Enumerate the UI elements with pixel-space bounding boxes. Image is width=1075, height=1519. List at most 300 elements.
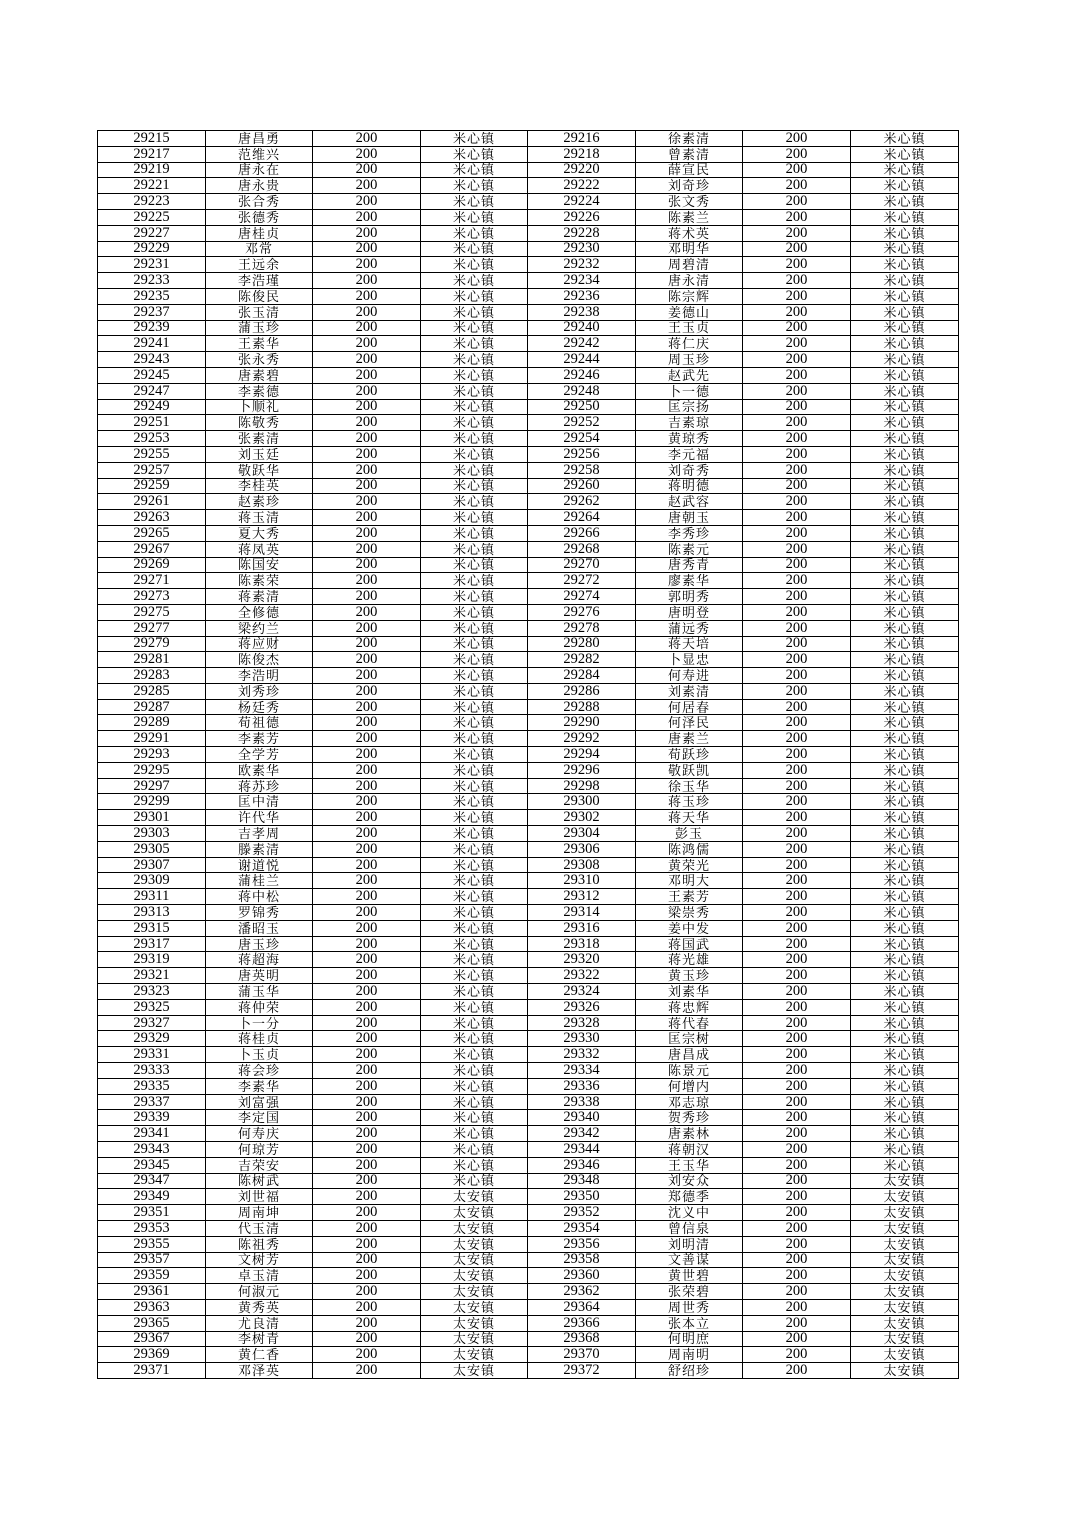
amount-cell: 200: [313, 984, 421, 1000]
amount-cell: 200: [743, 841, 851, 857]
amount-cell: 200: [313, 1331, 421, 1347]
id-cell: 29242: [528, 336, 636, 352]
table-row: [98, 652, 959, 668]
town-cell: 太安镇: [851, 1331, 959, 1347]
id-cell: 29316: [528, 920, 636, 936]
town-cell: 米心镇: [851, 1031, 959, 1047]
amount-cell: 200: [313, 778, 421, 794]
name-cell: 唐玉珍: [206, 936, 313, 952]
town-cell: 米心镇: [421, 415, 528, 431]
id-cell: 29222: [528, 178, 636, 194]
id-cell: 29249: [98, 399, 206, 415]
table-row: [98, 525, 959, 541]
amount-cell: 200: [313, 747, 421, 763]
table-row: [98, 604, 959, 620]
name-cell: 蒲桂兰: [206, 873, 313, 889]
amount-cell: 200: [743, 1205, 851, 1221]
town-cell: 米心镇: [851, 557, 959, 573]
id-cell: 29254: [528, 431, 636, 447]
amount-cell: 200: [743, 1110, 851, 1126]
town-cell: 米心镇: [851, 1110, 959, 1126]
amount-cell: 200: [743, 399, 851, 415]
id-cell: 29300: [528, 794, 636, 810]
name-cell: 郑德季: [636, 1189, 743, 1205]
amount-cell: 200: [743, 999, 851, 1015]
name-cell: 刘玉廷: [206, 446, 313, 462]
town-cell: 太安镇: [851, 1220, 959, 1236]
town-cell: 米心镇: [851, 510, 959, 526]
id-cell: 29276: [528, 604, 636, 620]
town-cell: 太安镇: [851, 1236, 959, 1252]
amount-cell: 200: [313, 652, 421, 668]
amount-cell: 200: [313, 320, 421, 336]
data-table: [97, 130, 959, 1379]
id-cell: 29227: [98, 225, 206, 241]
town-cell: 米心镇: [851, 399, 959, 415]
id-cell: 29279: [98, 636, 206, 652]
amount-cell: 200: [743, 1189, 851, 1205]
name-cell: 何泽民: [636, 715, 743, 731]
id-cell: 29356: [528, 1236, 636, 1252]
table-row: [98, 668, 959, 684]
town-cell: 米心镇: [421, 731, 528, 747]
amount-cell: 200: [313, 999, 421, 1015]
amount-cell: 200: [313, 1220, 421, 1236]
town-cell: 米心镇: [851, 1157, 959, 1173]
town-cell: 米心镇: [851, 288, 959, 304]
table-row: [98, 352, 959, 368]
id-cell: 29326: [528, 999, 636, 1015]
amount-cell: 200: [743, 1142, 851, 1158]
amount-cell: 200: [743, 225, 851, 241]
id-cell: 29344: [528, 1142, 636, 1158]
id-cell: 29273: [98, 589, 206, 605]
name-cell: 唐永在: [206, 162, 313, 178]
amount-cell: 200: [313, 162, 421, 178]
town-cell: 米心镇: [421, 336, 528, 352]
town-cell: 米心镇: [851, 999, 959, 1015]
id-cell: 29215: [98, 131, 206, 147]
name-cell: 蒋朝汉: [636, 1142, 743, 1158]
id-cell: 29332: [528, 1047, 636, 1063]
table-row: [98, 1142, 959, 1158]
id-cell: 29334: [528, 1063, 636, 1079]
name-cell: 陈鸿儒: [636, 841, 743, 857]
town-cell: 米心镇: [851, 589, 959, 605]
town-cell: 米心镇: [421, 557, 528, 573]
name-cell: 何明庶: [636, 1331, 743, 1347]
id-cell: 29292: [528, 731, 636, 747]
id-cell: 29303: [98, 826, 206, 842]
id-cell: 29333: [98, 1063, 206, 1079]
id-cell: 29355: [98, 1236, 206, 1252]
amount-cell: 200: [313, 131, 421, 147]
town-cell: 米心镇: [421, 683, 528, 699]
amount-cell: 200: [313, 573, 421, 589]
town-cell: 米心镇: [851, 905, 959, 921]
amount-cell: 200: [743, 1252, 851, 1268]
town-cell: 米心镇: [851, 683, 959, 699]
town-cell: 米心镇: [421, 952, 528, 968]
amount-cell: 200: [743, 699, 851, 715]
id-cell: 29366: [528, 1315, 636, 1331]
id-cell: 29275: [98, 604, 206, 620]
name-cell: 贺秀珍: [636, 1110, 743, 1126]
table-row: [98, 841, 959, 857]
name-cell: 蒋桂贞: [206, 1031, 313, 1047]
amount-cell: 200: [743, 952, 851, 968]
town-cell: 米心镇: [421, 936, 528, 952]
town-cell: 米心镇: [851, 304, 959, 320]
id-cell: 29257: [98, 462, 206, 478]
name-cell: 李元福: [636, 446, 743, 462]
name-cell: 敬跃华: [206, 462, 313, 478]
name-cell: 何寿庆: [206, 1126, 313, 1142]
amount-cell: 200: [743, 968, 851, 984]
name-cell: 杨廷秀: [206, 699, 313, 715]
amount-cell: 200: [743, 1363, 851, 1379]
id-cell: 29315: [98, 920, 206, 936]
town-cell: 米心镇: [421, 399, 528, 415]
id-cell: 29270: [528, 557, 636, 573]
town-cell: 米心镇: [421, 699, 528, 715]
town-cell: 米心镇: [851, 241, 959, 257]
name-cell: 吉孝周: [206, 826, 313, 842]
name-cell: 唐英明: [206, 968, 313, 984]
amount-cell: 200: [313, 510, 421, 526]
town-cell: 米心镇: [421, 478, 528, 494]
amount-cell: 200: [313, 589, 421, 605]
name-cell: 荀跃珍: [636, 747, 743, 763]
table-row: [98, 1126, 959, 1142]
id-cell: 29251: [98, 415, 206, 431]
amount-cell: 200: [313, 257, 421, 273]
name-cell: 薛宣民: [636, 162, 743, 178]
table-row: [98, 999, 959, 1015]
id-cell: 29348: [528, 1173, 636, 1189]
town-cell: 米心镇: [851, 794, 959, 810]
id-cell: 29283: [98, 668, 206, 684]
id-cell: 29354: [528, 1220, 636, 1236]
name-cell: 蒋玉清: [206, 510, 313, 526]
amount-cell: 200: [743, 273, 851, 289]
town-cell: 太安镇: [421, 1315, 528, 1331]
table-row: [98, 968, 959, 984]
name-cell: 刘世福: [206, 1189, 313, 1205]
town-cell: 米心镇: [851, 889, 959, 905]
name-cell: 赵素珍: [206, 494, 313, 510]
table-row: [98, 194, 959, 210]
name-cell: 张永秀: [206, 352, 313, 368]
id-cell: 29266: [528, 525, 636, 541]
id-cell: 29219: [98, 162, 206, 178]
table-row: [98, 1363, 959, 1379]
name-cell: 夏大秀: [206, 525, 313, 541]
table-row: [98, 1252, 959, 1268]
name-cell: 黄仁香: [206, 1347, 313, 1363]
id-cell: 29335: [98, 1078, 206, 1094]
id-cell: 29280: [528, 636, 636, 652]
town-cell: 米心镇: [421, 1015, 528, 1031]
amount-cell: 200: [743, 257, 851, 273]
id-cell: 29240: [528, 320, 636, 336]
id-cell: 29294: [528, 747, 636, 763]
name-cell: 李浩明: [206, 668, 313, 684]
town-cell: 米心镇: [851, 1078, 959, 1094]
amount-cell: 200: [743, 1126, 851, 1142]
amount-cell: 200: [743, 209, 851, 225]
amount-cell: 200: [313, 304, 421, 320]
amount-cell: 200: [313, 620, 421, 636]
name-cell: 邓常: [206, 241, 313, 257]
amount-cell: 200: [313, 557, 421, 573]
name-cell: 蒋会珍: [206, 1063, 313, 1079]
amount-cell: 200: [313, 873, 421, 889]
town-cell: 米心镇: [851, 1015, 959, 1031]
table-row: [98, 889, 959, 905]
name-cell: 唐秀青: [636, 557, 743, 573]
name-cell: 蒲玉华: [206, 984, 313, 1000]
town-cell: 米心镇: [421, 320, 528, 336]
name-cell: 陈素元: [636, 541, 743, 557]
amount-cell: 200: [743, 826, 851, 842]
table-row: [98, 620, 959, 636]
amount-cell: 200: [743, 431, 851, 447]
id-cell: 29264: [528, 510, 636, 526]
name-cell: 陈俊民: [206, 288, 313, 304]
town-cell: 米心镇: [851, 1063, 959, 1079]
id-cell: 29286: [528, 683, 636, 699]
table-row: [98, 636, 959, 652]
town-cell: 米心镇: [421, 873, 528, 889]
amount-cell: 200: [313, 383, 421, 399]
name-cell: 范维兴: [206, 146, 313, 162]
town-cell: 米心镇: [421, 984, 528, 1000]
amount-cell: 200: [313, 1173, 421, 1189]
name-cell: 曾信泉: [636, 1220, 743, 1236]
name-cell: 陈国安: [206, 557, 313, 573]
table-row: [98, 1078, 959, 1094]
name-cell: 蒋应财: [206, 636, 313, 652]
id-cell: 29361: [98, 1284, 206, 1300]
amount-cell: 200: [743, 1173, 851, 1189]
amount-cell: 200: [313, 1236, 421, 1252]
town-cell: 米心镇: [851, 131, 959, 147]
id-cell: 29271: [98, 573, 206, 589]
name-cell: 王玉华: [636, 1157, 743, 1173]
table-row: [98, 589, 959, 605]
town-cell: 米心镇: [421, 131, 528, 147]
name-cell: 唐桂贞: [206, 225, 313, 241]
amount-cell: 200: [313, 1189, 421, 1205]
amount-cell: 200: [743, 383, 851, 399]
town-cell: 米心镇: [421, 968, 528, 984]
id-cell: 29358: [528, 1252, 636, 1268]
town-cell: 米心镇: [851, 194, 959, 210]
town-cell: 米心镇: [851, 604, 959, 620]
table-row: [98, 1063, 959, 1079]
id-cell: 29372: [528, 1363, 636, 1379]
name-cell: 黄琼秀: [636, 431, 743, 447]
id-cell: 29357: [98, 1252, 206, 1268]
id-cell: 29351: [98, 1205, 206, 1221]
town-cell: 米心镇: [851, 747, 959, 763]
table-row: [98, 984, 959, 1000]
id-cell: 29301: [98, 810, 206, 826]
id-cell: 29290: [528, 715, 636, 731]
town-cell: 米心镇: [421, 1126, 528, 1142]
table-row: [98, 1110, 959, 1126]
name-cell: 匡宗扬: [636, 399, 743, 415]
id-cell: 29310: [528, 873, 636, 889]
amount-cell: 200: [313, 178, 421, 194]
table-row: [98, 131, 959, 147]
town-cell: 米心镇: [851, 494, 959, 510]
name-cell: 陈俊杰: [206, 652, 313, 668]
amount-cell: 200: [313, 1363, 421, 1379]
id-cell: 29288: [528, 699, 636, 715]
amount-cell: 200: [743, 762, 851, 778]
name-cell: 赵武容: [636, 494, 743, 510]
name-cell: 吉荣安: [206, 1157, 313, 1173]
name-cell: 蒲远秀: [636, 620, 743, 636]
amount-cell: 200: [743, 810, 851, 826]
id-cell: 29309: [98, 873, 206, 889]
town-cell: 米心镇: [851, 462, 959, 478]
table-row: [98, 778, 959, 794]
amount-cell: 200: [313, 920, 421, 936]
town-cell: 米心镇: [851, 209, 959, 225]
amount-cell: 200: [313, 273, 421, 289]
name-cell: 唐素林: [636, 1126, 743, 1142]
town-cell: 米心镇: [851, 178, 959, 194]
amount-cell: 200: [313, 336, 421, 352]
id-cell: 29265: [98, 525, 206, 541]
id-cell: 29263: [98, 510, 206, 526]
town-cell: 米心镇: [851, 257, 959, 273]
id-cell: 29228: [528, 225, 636, 241]
amount-cell: 200: [313, 826, 421, 842]
name-cell: 陈素荣: [206, 573, 313, 589]
name-cell: 周玉珍: [636, 352, 743, 368]
id-cell: 29337: [98, 1094, 206, 1110]
table-row: [98, 146, 959, 162]
id-cell: 29235: [98, 288, 206, 304]
id-cell: 29299: [98, 794, 206, 810]
name-cell: 卜玉贞: [206, 1047, 313, 1063]
town-cell: 米心镇: [851, 1126, 959, 1142]
id-cell: 29295: [98, 762, 206, 778]
id-cell: 29341: [98, 1126, 206, 1142]
town-cell: 米心镇: [421, 841, 528, 857]
table-row: [98, 320, 959, 336]
id-cell: 29226: [528, 209, 636, 225]
name-cell: 蒋苏珍: [206, 778, 313, 794]
town-cell: 米心镇: [421, 1110, 528, 1126]
table-body: [98, 131, 959, 1379]
table-row: [98, 257, 959, 273]
table-row: [98, 1094, 959, 1110]
id-cell: 29368: [528, 1331, 636, 1347]
name-cell: 邓明华: [636, 241, 743, 257]
name-cell: 徐玉华: [636, 778, 743, 794]
name-cell: 邓明大: [636, 873, 743, 889]
town-cell: 米心镇: [851, 573, 959, 589]
amount-cell: 200: [313, 1126, 421, 1142]
amount-cell: 200: [743, 778, 851, 794]
name-cell: 邓志琼: [636, 1094, 743, 1110]
id-cell: 29308: [528, 857, 636, 873]
amount-cell: 200: [313, 1015, 421, 1031]
town-cell: 米心镇: [851, 162, 959, 178]
id-cell: 29305: [98, 841, 206, 857]
town-cell: 米心镇: [421, 1063, 528, 1079]
town-cell: 米心镇: [421, 383, 528, 399]
town-cell: 米心镇: [851, 699, 959, 715]
town-cell: 米心镇: [421, 1047, 528, 1063]
id-cell: 29243: [98, 352, 206, 368]
amount-cell: 200: [743, 794, 851, 810]
id-cell: 29304: [528, 826, 636, 842]
name-cell: 王素华: [206, 336, 313, 352]
town-cell: 太安镇: [421, 1268, 528, 1284]
name-cell: 张合秀: [206, 194, 313, 210]
town-cell: 米心镇: [851, 1047, 959, 1063]
town-cell: 米心镇: [421, 857, 528, 873]
amount-cell: 200: [313, 367, 421, 383]
name-cell: 刘奇秀: [636, 462, 743, 478]
name-cell: 潘昭玉: [206, 920, 313, 936]
amount-cell: 200: [313, 731, 421, 747]
table-row: [98, 178, 959, 194]
id-cell: 29371: [98, 1363, 206, 1379]
town-cell: 米心镇: [421, 525, 528, 541]
id-cell: 29260: [528, 478, 636, 494]
town-cell: 米心镇: [851, 525, 959, 541]
town-cell: 米心镇: [851, 984, 959, 1000]
name-cell: 唐昌勇: [206, 131, 313, 147]
table-row: [98, 1047, 959, 1063]
id-cell: 29224: [528, 194, 636, 210]
town-cell: 太安镇: [851, 1205, 959, 1221]
town-cell: 米心镇: [851, 731, 959, 747]
amount-cell: 200: [313, 1157, 421, 1173]
id-cell: 29338: [528, 1094, 636, 1110]
name-cell: 尤良清: [206, 1315, 313, 1331]
town-cell: 米心镇: [421, 1157, 528, 1173]
name-cell: 卜一分: [206, 1015, 313, 1031]
amount-cell: 200: [743, 288, 851, 304]
id-cell: 29324: [528, 984, 636, 1000]
amount-cell: 200: [313, 1252, 421, 1268]
name-cell: 陈宗辉: [636, 288, 743, 304]
amount-cell: 200: [313, 889, 421, 905]
amount-cell: 200: [743, 525, 851, 541]
town-cell: 米心镇: [421, 652, 528, 668]
id-cell: 29343: [98, 1142, 206, 1158]
name-cell: 蒋中松: [206, 889, 313, 905]
amount-cell: 200: [743, 336, 851, 352]
id-cell: 29225: [98, 209, 206, 225]
amount-cell: 200: [743, 604, 851, 620]
amount-cell: 200: [313, 1142, 421, 1158]
name-cell: 陈树武: [206, 1173, 313, 1189]
name-cell: 刘明清: [636, 1236, 743, 1252]
amount-cell: 200: [313, 636, 421, 652]
town-cell: 太安镇: [421, 1347, 528, 1363]
id-cell: 29259: [98, 478, 206, 494]
town-cell: 米心镇: [421, 352, 528, 368]
